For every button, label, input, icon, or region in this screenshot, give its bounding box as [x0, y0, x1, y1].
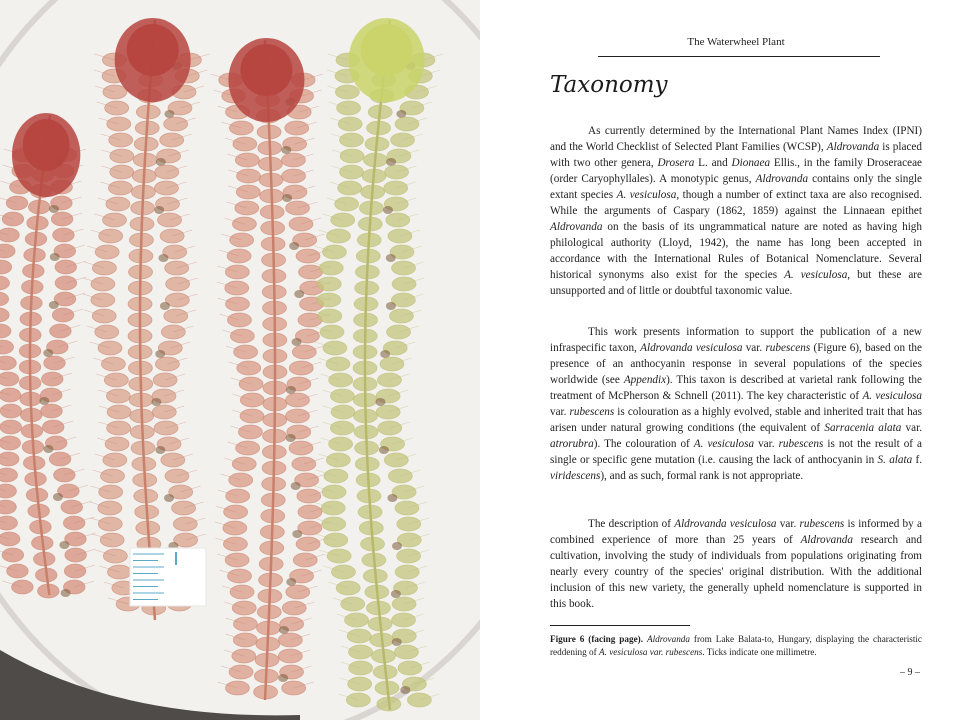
text-page — [480, 0, 960, 720]
body-paragraph: As currently determined by the International Plant Names Index (IPNI) and the World Checklist of Selected Plant Families (WCSP), Aldrovanda is placed with two other genera, Drosera L. and Dionaea Ellis., in the family Droseraceae (order Caryophyllales). A monotypic genus, Aldrovanda contains only the single extant species A. vesiculosa, though a number of extinct taxa are also recognised. While the arguments of Caspary (1862, 1859) against the Linnaean epithet Aldrovanda on the basis of its ungrammatical nature are noted as having high philological authority (Lloyd, 1942), the name has long been accepted in accordance with the International Rules of Botanical Nomenclature. Several historical synonyms also exist for the species A. vesiculosa, but these are unsupported and of little or doubtful taxonomic value. — [550, 125, 922, 297]
page-number: – 9 – — [900, 667, 920, 678]
figure-caption: Figure 6 (facing page). Aldrovanda from Lake Balata-to, Hungary, displaying the characteristic reddening of A. vesiculosa var. rubescens. Ticks indicate one millimetre. — [550, 634, 922, 657]
footnote-rule — [550, 625, 690, 626]
running-head: The Waterwheel Plant — [687, 36, 785, 48]
section-title: Taxonomy — [550, 72, 668, 98]
body-paragraph: This work presents information to support the publication of a new infraspecific taxon, Aldrovanda vesiculosa var. rubescens (Figure 6), based on the presence of an anthocyanin response in several populations of the species worldwide (see Appendix). This taxon is described at varietal rank following the treatment of McPherson & Schnell (2011). The key characteristic of A. vesiculosa var. rubescens is colouration as a highly evolved, stable and inherited trait that has arisen under natural growing conditions (the equivalent of Sarracenia alata var. atrorubra). The colouration of A. vesiculosa var. rubescens is not the result of a single or specific gene mutation (i.e. causing the lack of anthocyanin in S. alata f. viridescens), and as such, formal rank is not appropriate. — [550, 326, 923, 482]
millimetre-scale-card — [130, 548, 206, 606]
header-rule — [598, 56, 880, 57]
body-paragraph: The description of Aldrovanda vesiculosa var. rubescens is informed by a combined experience of more than 25 years of Aldrovanda research and cultivation, involving the study of individuals from populations originating from nearly every country of the species' original distribution. With the additional inclusion of this new variety, the generally upheld nomenclature is supported in this book. — [550, 518, 922, 610]
